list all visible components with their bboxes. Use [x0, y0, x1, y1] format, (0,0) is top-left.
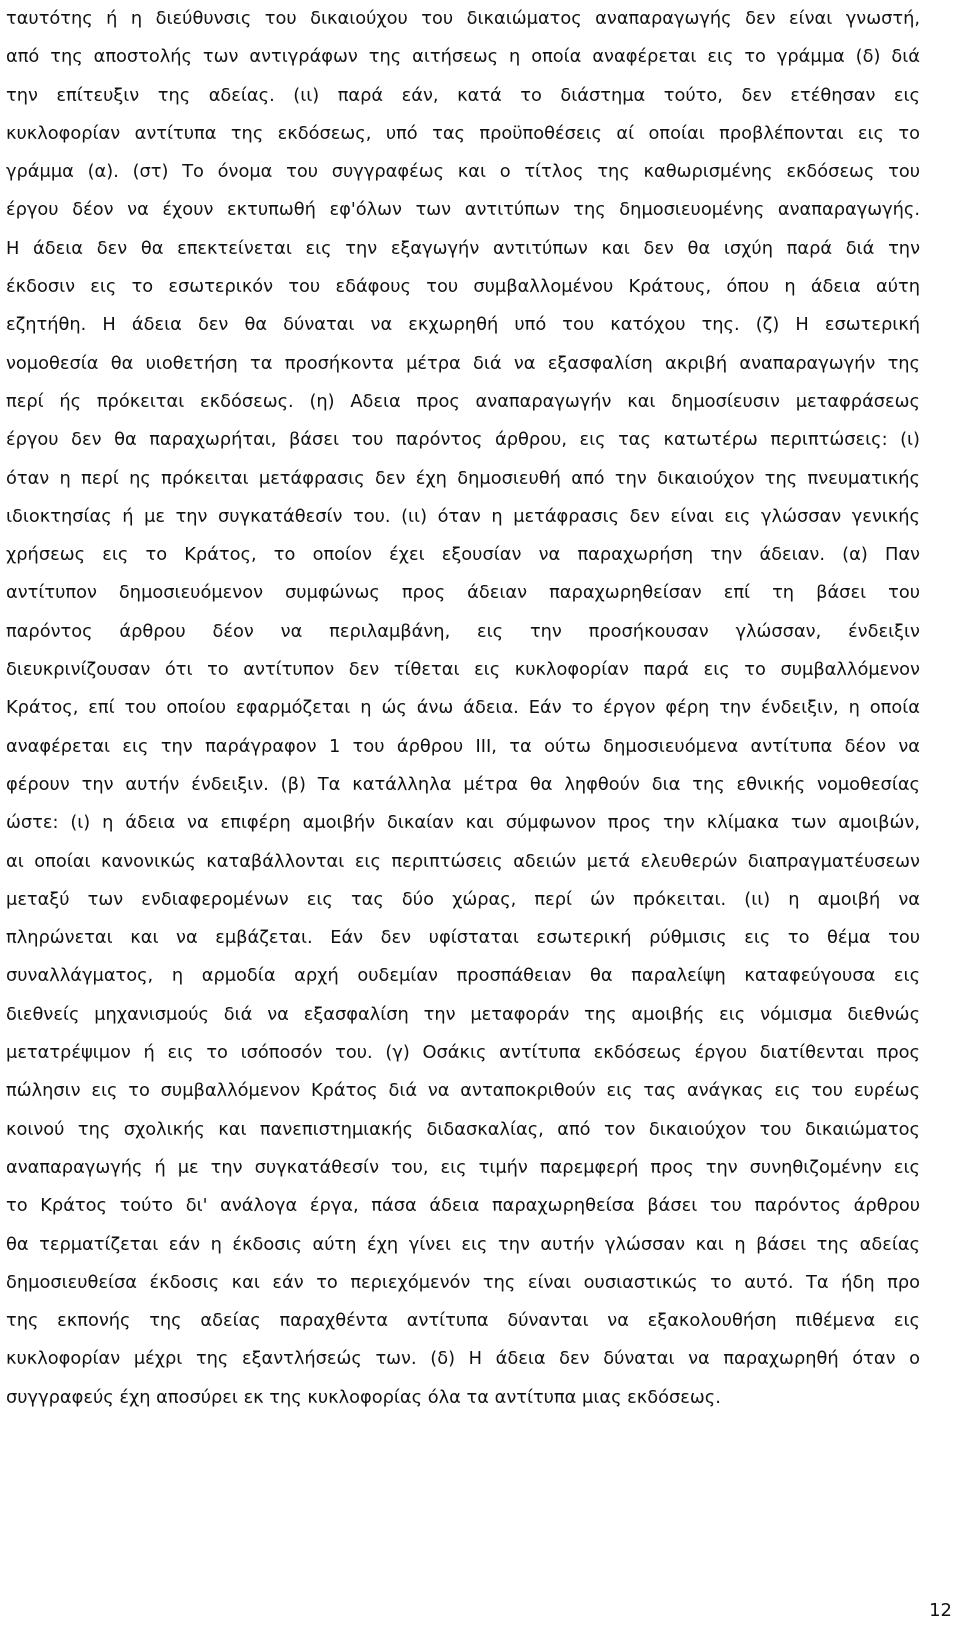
- text-line: ταυτότης ή η διεύθυνσις του δικαιούχου του δικαιώματος αναπαραγωγής δεν είναι γνωστή,: [6, 8, 920, 29]
- text-line: φέρουν την αυτήν ένδειξιν. (β) Τα κατάλληλα μέτρα θα ληφθούν δια της εθνικής νομοθεσίας: [6, 773, 920, 795]
- text-line: έκδοσιν εις το εσωτερικόν του εδάφους του συμβαλλομένου Κράτους, όπου η άδεια αύτη: [6, 276, 920, 298]
- text-line: κυκλοφορίαν μέχρι της εξαντλήσεώς των. (δ) Η άδεια δεν δύναται να παραχωρηθή όταν ο: [6, 1348, 920, 1370]
- text-line: συγγραφεύς έχη αποσύρει εκ της κυκλοφορίας όλα τα αντίτυπα μιας εκδόσεως.: [6, 1386, 721, 1408]
- text-line: αναπαραγωγής ή με την συγκατάθεσίν του, εις τιμήν παρεμφερή προς την συνηθιζομένην εις: [6, 1156, 920, 1178]
- text-line: αντίτυπον δημοσιευόμενον συμφώνως προς άδειαν παραχωρηθείσαν επί τη βάσει του: [6, 582, 920, 604]
- text-line: νομοθεσία θα υιοθετήση τα προσήκοντα μέτρα διά να εξασφαλίση ακριβή αναπαραγωγήν της: [6, 352, 920, 374]
- text-line: της εκπονής της αδείας παραχθέντα αντίτυπα δύνανται να εξακολουθήση πιθέμενα εις: [6, 1310, 920, 1332]
- text-line: συναλλάγματος, η αρμοδία αρχή ουδεμίαν προσπάθειαν θα παραλείψη καταφεύγουσα εις: [6, 965, 920, 987]
- text-line: θα τερματίζεται εάν η έκδοσις αύτη έχη γίνει εις την αυτήν γλώσσαν και η βάσει της αδείας: [6, 1233, 920, 1255]
- text-line: έργου δέον να έχουν εκτυπωθή εφ'όλων των αντιτύπων της δημοσιευομένης αναπαραγωγής.: [6, 199, 920, 221]
- text-line: από της αποστολής των αντιγράφων της αιτήσεως η οποία αναφέρεται εις το γράμμα (δ) διά: [6, 46, 920, 68]
- text-line: παρόντος άρθρου δέον να περιλαμβάνη, εις την προσήκουσαν γλώσσαν, ένδειξιν: [6, 620, 920, 642]
- text-line: χρήσεως εις το Κράτος, το οποίον έχει εξουσίαν να παραχωρήση την άδειαν. (α) Παν: [6, 544, 920, 566]
- text-line: ώστε: (ι) η άδεια να επιφέρη αμοιβήν δικαίαν και σύμφωνον προς την κλίμακα των αμοιβών,: [6, 812, 920, 834]
- text-line: μετατρέψιμον ή εις το ισόποσόν του. (γ) Οσάκις αντίτυπα εκδόσεως έργου διατίθενται προς: [6, 1042, 920, 1064]
- text-line: κοινού της σχολικής και πανεπιστημιακής διδασκαλίας, από τον δικαιούχον του δικαιώματος: [6, 1118, 920, 1140]
- text-line: ιδιοκτησίας ή με την συγκατάθεσίν του. (ιι) όταν η μετάφρασις δεν είναι εις γλώσσαν γενικής: [6, 505, 920, 527]
- page-number: 12: [929, 1600, 952, 1621]
- text-line: όταν η περί ης πρόκειται μετάφρασις δεν έχη δημοσιευθή από την δικαιούχον της πνευματικής: [6, 467, 920, 489]
- text-line: Κράτος, επί του οποίου εφαρμόζεται η ώς άνω άδεια. Εάν το έργον φέρη την ένδειξιν, η οποία: [6, 697, 920, 719]
- text-line: διευκρινίζουσαν ότι το αντίτυπον δεν τίθεται εις κυκλοφορίαν παρά εις το συμβαλλόμενον: [6, 659, 920, 681]
- text-line: πώλησιν εις το συμβαλλόμενον Κράτος διά να ανταποκριθούν εις τας ανάγκας εις του ευρέως: [6, 1080, 920, 1102]
- text-line: Η άδεια δεν θα επεκτείνεται εις την εξαγωγήν αντιτύπων και δεν θα ισχύη παρά διά την: [6, 237, 920, 259]
- text-line: κυκλοφορίαν αντίτυπα της εκδόσεως, υπό τας προϋποθέσεις αί οποίαι προβλέπονται εις το: [6, 122, 920, 144]
- text-line: μεταξύ των ενδιαφερομένων εις τας δύο χώρας, περί ών πρόκειται. (ιι) η αμοιβή να: [6, 888, 920, 910]
- text-line: διεθνείς μηχανισμούς διά να εξασφαλίση την μεταφοράν της αμοιβής εις νόμισμα διεθνώς: [6, 1003, 920, 1025]
- text-line: δημοσιευθείσα έκδοσις και εάν το περιεχόμενόν της είναι ουσιαστικώς το αυτό. Τα ήδη προ: [6, 1271, 920, 1293]
- text-line: έργου δεν θα παραχωρήται, βάσει του παρόντος άρθρου, εις τας κατωτέρω περιπτώσεις: (ι): [6, 429, 920, 451]
- text-line: περί ής πρόκειται εκδόσεως. (η) Αδεια προς αναπαραγωγήν και δημοσίευσιν μεταφράσεως: [6, 390, 920, 412]
- text-line: την επίτευξιν της αδείας. (ιι) παρά εάν, κατά το διάστημα τούτο, δεν ετέθησαν εις: [6, 84, 920, 106]
- text-line: γράμμα (α). (στ) Το όνομα του συγγραφέως και ο τίτλος της καθωρισμένης εκδόσεως του: [6, 161, 920, 183]
- text-line: αναφέρεται εις την παράγραφον 1 του άρθρου ΙΙΙ, τα ούτω δημοσιευόμενα αντίτυπα δέον να: [6, 735, 920, 757]
- text-line: εζητήθη. Η άδεια δεν θα δύναται να εκχωρηθή υπό του κατόχου της. (ζ) Η εσωτερική: [6, 314, 920, 336]
- body-text: [6, 7, 920, 1424]
- text-line: το Κράτος τούτο δι' ανάλογα έργα, πάσα άδεια παραχωρηθείσα βάσει του παρόντος άρθρου: [6, 1195, 920, 1217]
- text-line: αι οποίαι κανονικώς καταβάλλονται εις περιπτώσεις αδειών μετά ελευθερών διαπραγματέυσεων: [6, 850, 920, 872]
- text-line: πληρώνεται και να εμβάζεται. Εάν δεν υφίσταται εσωτερική ρύθμισις εις το θέμα του: [6, 927, 920, 949]
